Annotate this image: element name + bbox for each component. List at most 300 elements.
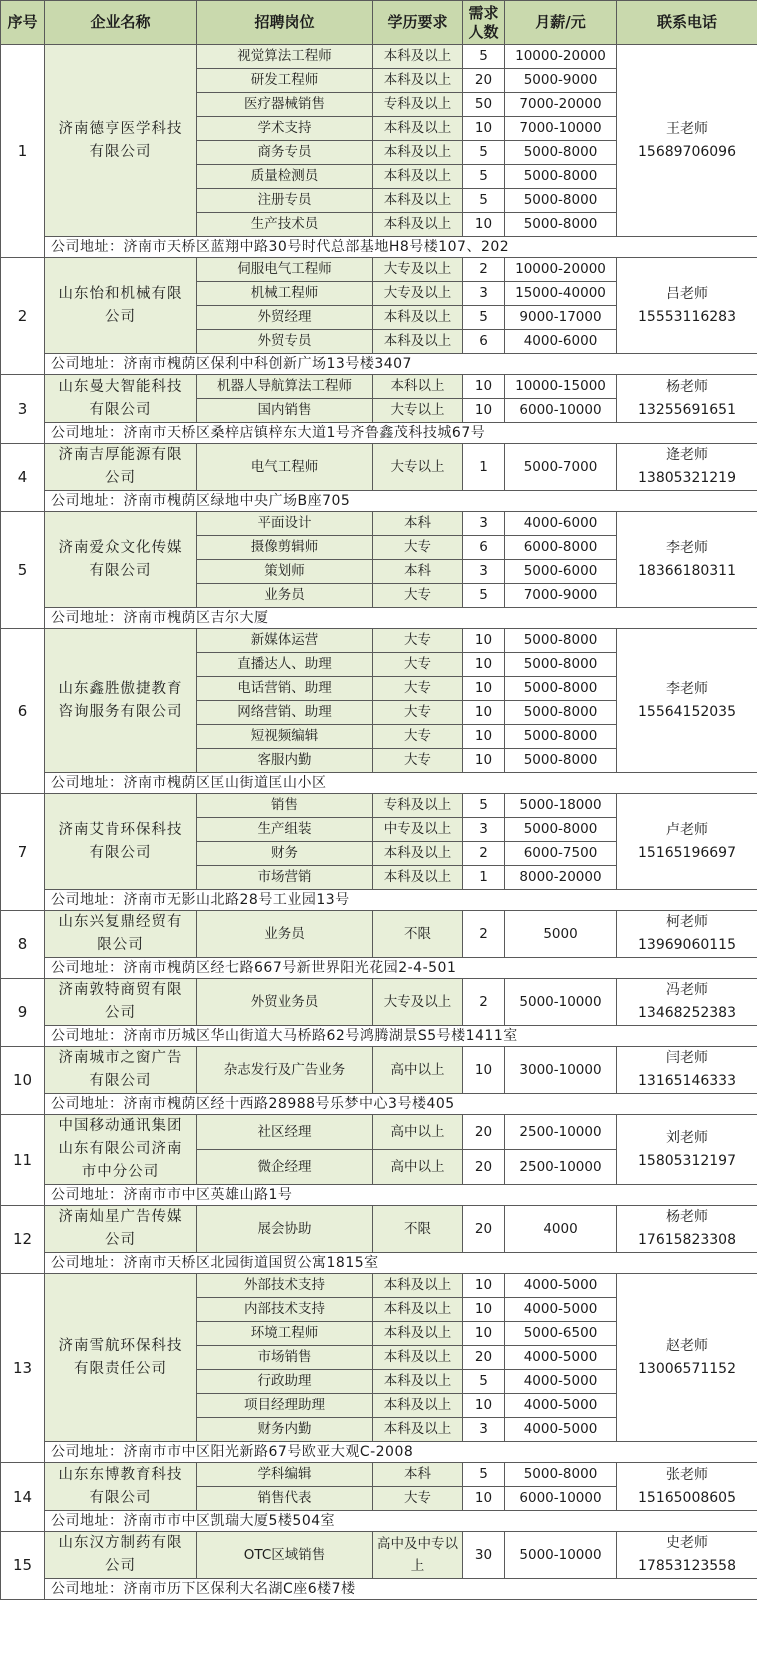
address-row: [1, 890, 757, 911]
job-education: 高中以上: [373, 1047, 463, 1094]
job-education: 专科及以上: [373, 794, 463, 818]
job-headcount: 10: [463, 375, 505, 399]
job-salary: 5000-8000: [505, 725, 617, 749]
job-education: 高中以上: [373, 1150, 463, 1185]
job-headcount: 5: [463, 1463, 505, 1487]
job-education: 中专及以上: [373, 818, 463, 842]
job-salary: 6000-10000: [505, 1487, 617, 1511]
job-headcount: 10: [463, 117, 505, 141]
job-position: 机器人导航算法工程师: [197, 375, 373, 399]
job-row: [1, 1532, 757, 1579]
contact-name: 逄老师: [666, 447, 708, 463]
job-position: 业务员: [197, 911, 373, 958]
contact-phone: 15553116283: [638, 308, 736, 325]
job-row: [1, 1115, 757, 1150]
job-salary: 5000-8000: [505, 165, 617, 189]
address-row: [1, 1026, 757, 1047]
job-row: [1, 1206, 757, 1253]
contact-phone: 17615823308: [638, 1232, 736, 1248]
job-salary: 5000-8000: [505, 677, 617, 701]
job-salary: 6000-8000: [505, 536, 617, 560]
job-position: 展会协助: [197, 1206, 373, 1253]
job-position: 项目经理助理: [197, 1394, 373, 1418]
address-row: [1, 1253, 757, 1274]
row-seq-number: 4: [1, 444, 45, 512]
job-row: [1, 1274, 757, 1298]
job-education: 专科及以上: [373, 93, 463, 117]
job-salary: 6000-7500: [505, 842, 617, 866]
contact-cell: [617, 1532, 757, 1579]
job-headcount: 5: [463, 189, 505, 213]
row-seq-number: 13: [1, 1274, 45, 1463]
company-address: 公司地址：济南市历城区华山街道大马桥路62号鸿腾湖景S5号楼1411室: [45, 1026, 757, 1047]
job-headcount: 30: [463, 1532, 505, 1579]
job-headcount: 10: [463, 1298, 505, 1322]
company-address: 公司地址：济南市槐荫区吉尔大厦: [45, 608, 757, 629]
job-salary: 5000-7000: [505, 444, 617, 491]
job-headcount: 10: [463, 701, 505, 725]
job-salary: 4000-5000: [505, 1370, 617, 1394]
job-headcount: 3: [463, 818, 505, 842]
job-salary: 5000-6500: [505, 1322, 617, 1346]
company-name: 济南吉厚能源有限公司: [45, 444, 197, 491]
company-address: 公司地址：济南市天桥区桑梓店镇梓东大道1号齐鲁鑫茂科技城67号: [45, 423, 757, 444]
address-row: [1, 608, 757, 629]
address-row: [1, 1511, 757, 1532]
row-seq-number: 9: [1, 979, 45, 1047]
contact-phone: 15805312197: [638, 1152, 736, 1169]
job-headcount: 3: [463, 512, 505, 536]
job-education: 大专: [373, 677, 463, 701]
job-position: 电话营销、助理: [197, 677, 373, 701]
job-position: 学术支持: [197, 117, 373, 141]
job-position: 外部技术支持: [197, 1274, 373, 1298]
job-position: 生产组装: [197, 818, 373, 842]
job-position: 网络营销、助理: [197, 701, 373, 725]
job-headcount: 6: [463, 536, 505, 560]
address-row: [1, 354, 757, 375]
job-headcount: 10: [463, 213, 505, 237]
row-seq-number: 14: [1, 1463, 45, 1532]
job-salary: 4000-6000: [505, 512, 617, 536]
job-salary: 7000-20000: [505, 93, 617, 117]
job-position: 销售代表: [197, 1487, 373, 1511]
header-position: 招聘岗位: [197, 1, 373, 45]
job-headcount: 10: [463, 749, 505, 773]
job-headcount: 5: [463, 584, 505, 608]
job-row: [1, 911, 757, 958]
row-seq-number: 3: [1, 375, 45, 444]
company-name: 济南雪航环保科技有限责任公司: [45, 1274, 197, 1442]
contact-cell: [617, 512, 757, 608]
job-salary: 5000-8000: [505, 818, 617, 842]
job-headcount: 20: [463, 1346, 505, 1370]
contact-phone: 15564152035: [638, 703, 736, 720]
row-seq-number: 15: [1, 1532, 45, 1600]
job-salary: 5000-6000: [505, 560, 617, 584]
job-salary: 2500-10000: [505, 1150, 617, 1185]
job-position: 销售: [197, 794, 373, 818]
job-headcount: 10: [463, 1047, 505, 1094]
job-position: 微企经理: [197, 1150, 373, 1185]
contact-name: 李老师: [666, 680, 708, 697]
company-name: 济南灿星广告传媒公司: [45, 1206, 197, 1253]
company-address: 公司地址：济南市历下区保利大名湖C座6楼7楼: [45, 1579, 757, 1600]
contact-name: 卢老师: [666, 821, 708, 838]
address-row: [1, 237, 757, 258]
job-position: 注册专员: [197, 189, 373, 213]
contact-phone: 15689706096: [638, 143, 736, 160]
contact-name: 张老师: [666, 1466, 708, 1483]
job-salary: 5000-8000: [505, 749, 617, 773]
job-headcount: 5: [463, 1370, 505, 1394]
header-contact: 联系电话: [617, 1, 757, 45]
company-address: 公司地址：济南市天桥区蓝翔中路30号时代总部基地H8号楼107、202: [45, 237, 757, 258]
row-seq-number: 10: [1, 1047, 45, 1115]
contact-name: 杨老师: [666, 1209, 708, 1225]
job-row: [1, 375, 757, 399]
job-position: 行政助理: [197, 1370, 373, 1394]
job-education: 高中以上: [373, 1115, 463, 1150]
job-position: 机械工程师: [197, 282, 373, 306]
company-name: 山东鑫胜傲捷教育咨询服务有限公司: [45, 629, 197, 773]
contact-name: 闫老师: [666, 1050, 708, 1066]
job-salary: 5000: [505, 911, 617, 958]
header-seq: 序号: [1, 1, 45, 45]
job-headcount: 10: [463, 1322, 505, 1346]
address-row: [1, 1094, 757, 1115]
job-headcount: 5: [463, 141, 505, 165]
job-salary: 8000-20000: [505, 866, 617, 890]
contact-cell: [617, 911, 757, 958]
company-address: 公司地址：济南市槐荫区绿地中央广场B座705: [45, 491, 757, 512]
job-headcount: 20: [463, 69, 505, 93]
job-headcount: 2: [463, 842, 505, 866]
job-salary: 7000-10000: [505, 117, 617, 141]
job-row: [1, 258, 757, 282]
company-address: 公司地址：济南市天桥区北园街道国贸公寓1815室: [45, 1253, 757, 1274]
job-position: 环境工程师: [197, 1322, 373, 1346]
job-headcount: 50: [463, 93, 505, 117]
job-headcount: 2: [463, 911, 505, 958]
job-education: 本科及以上: [373, 1322, 463, 1346]
job-headcount: 5: [463, 45, 505, 69]
job-position: 平面设计: [197, 512, 373, 536]
job-salary: 4000-5000: [505, 1298, 617, 1322]
contact-phone: 13006571152: [638, 1360, 736, 1377]
job-education: 本科及以上: [373, 330, 463, 354]
job-headcount: 3: [463, 1418, 505, 1442]
header-count: 需求人数: [463, 1, 505, 45]
job-salary: 5000-8000: [505, 1463, 617, 1487]
header-salary: 月薪/元: [505, 1, 617, 45]
job-row: [1, 794, 757, 818]
job-salary: 5000-10000: [505, 979, 617, 1026]
job-salary: 2500-10000: [505, 1115, 617, 1150]
company-address: 公司地址：济南市市中区阳光新路67号欧亚大观C-2008: [45, 1442, 757, 1463]
contact-phone: 13165146333: [638, 1073, 736, 1089]
job-position: 生产技术员: [197, 213, 373, 237]
job-position: 外贸业务员: [197, 979, 373, 1026]
job-position: 直播达人、助理: [197, 653, 373, 677]
job-salary: 7000-9000: [505, 584, 617, 608]
address-row: [1, 958, 757, 979]
company-name: 山东曼大智能科技有限公司: [45, 375, 197, 423]
job-position: 策划师: [197, 560, 373, 584]
job-education: 高中及中专以上: [373, 1532, 463, 1579]
contact-name: 李老师: [666, 539, 708, 556]
job-education: 大专: [373, 701, 463, 725]
job-education: 本科: [373, 560, 463, 584]
job-position: 财务: [197, 842, 373, 866]
job-education: 不限: [373, 1206, 463, 1253]
job-salary: 4000-5000: [505, 1394, 617, 1418]
company-name: 济南爱众文化传媒有限公司: [45, 512, 197, 608]
company-name: 山东东博教育科技有限公司: [45, 1463, 197, 1511]
job-row: [1, 1047, 757, 1094]
company-name: 山东兴复鼎经贸有限公司: [45, 911, 197, 958]
contact-phone: 13468252383: [638, 1005, 736, 1021]
job-education: 本科: [373, 1463, 463, 1487]
contact-name: 柯老师: [666, 914, 708, 930]
job-education: 大专: [373, 653, 463, 677]
company-name: 济南敦特商贸有限公司: [45, 979, 197, 1026]
job-education: 大专及以上: [373, 258, 463, 282]
job-headcount: 1: [463, 444, 505, 491]
job-salary: 5000-8000: [505, 213, 617, 237]
contact-name: 史老师: [666, 1535, 708, 1551]
company-address: 公司地址：济南市槐荫区匡山街道匡山小区: [45, 773, 757, 794]
job-row: [1, 444, 757, 491]
job-position: 短视频编辑: [197, 725, 373, 749]
address-row: [1, 491, 757, 512]
job-position: OTC区域销售: [197, 1532, 373, 1579]
contact-cell: [617, 1274, 757, 1442]
address-row: [1, 423, 757, 444]
contact-cell: [617, 1115, 757, 1185]
contact-name: 杨老师: [666, 378, 708, 395]
company-address: 公司地址：济南市槐荫区经十西路28988号乐梦中心3号楼405: [45, 1094, 757, 1115]
job-row: [1, 979, 757, 1026]
job-headcount: 10: [463, 653, 505, 677]
job-salary: 5000-18000: [505, 794, 617, 818]
contact-phone: 17853123558: [638, 1558, 736, 1574]
job-headcount: 2: [463, 258, 505, 282]
job-headcount: 5: [463, 306, 505, 330]
job-education: 本科及以上: [373, 189, 463, 213]
job-education: 本科及以上: [373, 1394, 463, 1418]
job-headcount: 20: [463, 1115, 505, 1150]
job-salary: 10000-15000: [505, 375, 617, 399]
contact-cell: [617, 444, 757, 491]
job-salary: 4000-5000: [505, 1346, 617, 1370]
row-seq-number: 8: [1, 911, 45, 979]
company-address: 公司地址：济南市无影山北路28号工业园13号: [45, 890, 757, 911]
company-name: 山东汉方制药有限公司: [45, 1532, 197, 1579]
job-headcount: 10: [463, 725, 505, 749]
job-education: 大专: [373, 536, 463, 560]
job-headcount: 10: [463, 1394, 505, 1418]
job-education: 本科及以上: [373, 1370, 463, 1394]
row-seq-number: 12: [1, 1206, 45, 1274]
contact-phone: 13255691651: [638, 401, 736, 418]
address-row: [1, 773, 757, 794]
contact-cell: [617, 1463, 757, 1511]
header-company: 企业名称: [45, 1, 197, 45]
job-salary: 4000-6000: [505, 330, 617, 354]
contact-cell: [617, 1206, 757, 1253]
contact-phone: 13969060115: [638, 937, 736, 953]
job-position: 财务内勤: [197, 1418, 373, 1442]
job-salary: 4000: [505, 1206, 617, 1253]
job-education: 本科及以上: [373, 213, 463, 237]
job-education: 本科及以上: [373, 1418, 463, 1442]
job-education: 本科及以上: [373, 306, 463, 330]
job-row: [1, 45, 757, 69]
company-name: 济南城市之窗广告有限公司: [45, 1047, 197, 1094]
job-headcount: 20: [463, 1150, 505, 1185]
contact-phone: 18366180311: [638, 562, 736, 579]
job-salary: 3000-10000: [505, 1047, 617, 1094]
job-headcount: 10: [463, 399, 505, 423]
job-headcount: 3: [463, 282, 505, 306]
job-position: 内部技术支持: [197, 1298, 373, 1322]
job-position: 电气工程师: [197, 444, 373, 491]
address-row: [1, 1185, 757, 1206]
job-headcount: 3: [463, 560, 505, 584]
job-salary: 5000-8000: [505, 701, 617, 725]
company-address: 公司地址：济南市市中区英雄山路1号: [45, 1185, 757, 1206]
job-position: 业务员: [197, 584, 373, 608]
job-salary: 15000-40000: [505, 282, 617, 306]
contact-name: 赵老师: [666, 1337, 708, 1354]
job-education: 大专: [373, 749, 463, 773]
job-education: 大专: [373, 584, 463, 608]
job-position: 视觉算法工程师: [197, 45, 373, 69]
row-seq-number: 1: [1, 45, 45, 258]
job-education: 本科: [373, 512, 463, 536]
job-position: 研发工程师: [197, 69, 373, 93]
job-headcount: 5: [463, 794, 505, 818]
job-headcount: 10: [463, 677, 505, 701]
company-name: 山东怡和机械有限公司: [45, 258, 197, 354]
job-headcount: 10: [463, 1274, 505, 1298]
contact-name: 吕老师: [666, 285, 708, 302]
job-salary: 4000-5000: [505, 1274, 617, 1298]
job-salary: 4000-5000: [505, 1418, 617, 1442]
address-row: [1, 1579, 757, 1600]
job-education: 不限: [373, 911, 463, 958]
job-row: [1, 1463, 757, 1487]
job-education: 本科及以上: [373, 165, 463, 189]
job-salary: 5000-9000: [505, 69, 617, 93]
job-education: 大专以上: [373, 399, 463, 423]
job-education: 大专及以上: [373, 979, 463, 1026]
job-education: 本科及以上: [373, 141, 463, 165]
contact-name: 刘老师: [666, 1129, 708, 1146]
job-salary: 5000-8000: [505, 653, 617, 677]
contact-phone: 13805321219: [638, 470, 736, 486]
row-seq-number: 5: [1, 512, 45, 629]
job-salary: 5000-10000: [505, 1532, 617, 1579]
job-row: [1, 629, 757, 653]
job-salary: 10000-20000: [505, 45, 617, 69]
job-position: 客服内勤: [197, 749, 373, 773]
company-address: 公司地址：济南市市中区凯瑞大厦5楼504室: [45, 1511, 757, 1532]
job-position: 外贸专员: [197, 330, 373, 354]
job-headcount: 10: [463, 1487, 505, 1511]
job-education: 本科及以上: [373, 1274, 463, 1298]
header-education: 学历要求: [373, 1, 463, 45]
job-education: 本科及以上: [373, 1298, 463, 1322]
job-headcount: 2: [463, 979, 505, 1026]
contact-phone: 15165196697: [638, 844, 736, 861]
job-position: 摄像剪辑师: [197, 536, 373, 560]
job-position: 外贸经理: [197, 306, 373, 330]
job-education: 本科及以上: [373, 117, 463, 141]
contact-cell: [617, 1047, 757, 1094]
job-salary: 5000-8000: [505, 629, 617, 653]
job-headcount: 20: [463, 1206, 505, 1253]
job-salary: 10000-20000: [505, 258, 617, 282]
job-position: 学科编辑: [197, 1463, 373, 1487]
company-address: 公司地址：济南市槐荫区保利中科创新广场13号楼3407: [45, 354, 757, 375]
job-position: 伺服电气工程师: [197, 258, 373, 282]
job-headcount: 1: [463, 866, 505, 890]
job-position: 市场营销: [197, 866, 373, 890]
company-name: 济南艾肯环保科技有限公司: [45, 794, 197, 890]
table-body: [1, 45, 757, 1600]
job-salary: 5000-8000: [505, 189, 617, 213]
job-position: 国内销售: [197, 399, 373, 423]
job-row: [1, 512, 757, 536]
job-education: 大专: [373, 725, 463, 749]
contact-cell: [617, 629, 757, 773]
job-position: 医疗器械销售: [197, 93, 373, 117]
company-name: 济南德亨医学科技有限公司: [45, 45, 197, 237]
job-position: 质量检测员: [197, 165, 373, 189]
row-seq-number: 2: [1, 258, 45, 375]
job-education: 本科及以上: [373, 842, 463, 866]
company-name: 中国移动通讯集团山东有限公司济南市中分公司: [45, 1115, 197, 1185]
job-education: 大专及以上: [373, 282, 463, 306]
job-position: 新媒体运营: [197, 629, 373, 653]
job-position: 杂志发行及广告业务: [197, 1047, 373, 1094]
company-address: 公司地址：济南市槐荫区经七路667号新世界阳光花园2-4-501: [45, 958, 757, 979]
job-education: 本科及以上: [373, 866, 463, 890]
job-position: 社区经理: [197, 1115, 373, 1150]
row-seq-number: 11: [1, 1115, 45, 1206]
job-headcount: 10: [463, 629, 505, 653]
contact-name: 王老师: [666, 120, 708, 137]
job-education: 本科以上: [373, 375, 463, 399]
job-salary: 9000-17000: [505, 306, 617, 330]
row-seq-number: 6: [1, 629, 45, 794]
row-seq-number: 7: [1, 794, 45, 911]
job-education: 本科及以上: [373, 1346, 463, 1370]
contact-name: 冯老师: [666, 982, 708, 998]
job-education: 大专: [373, 1487, 463, 1511]
job-position: 商务专员: [197, 141, 373, 165]
job-education: 本科及以上: [373, 69, 463, 93]
header-row: [1, 1, 757, 45]
address-row: [1, 1442, 757, 1463]
job-salary: 5000-8000: [505, 141, 617, 165]
job-education: 本科及以上: [373, 45, 463, 69]
contact-cell: [617, 375, 757, 423]
contact-cell: [617, 45, 757, 237]
job-headcount: 5: [463, 165, 505, 189]
